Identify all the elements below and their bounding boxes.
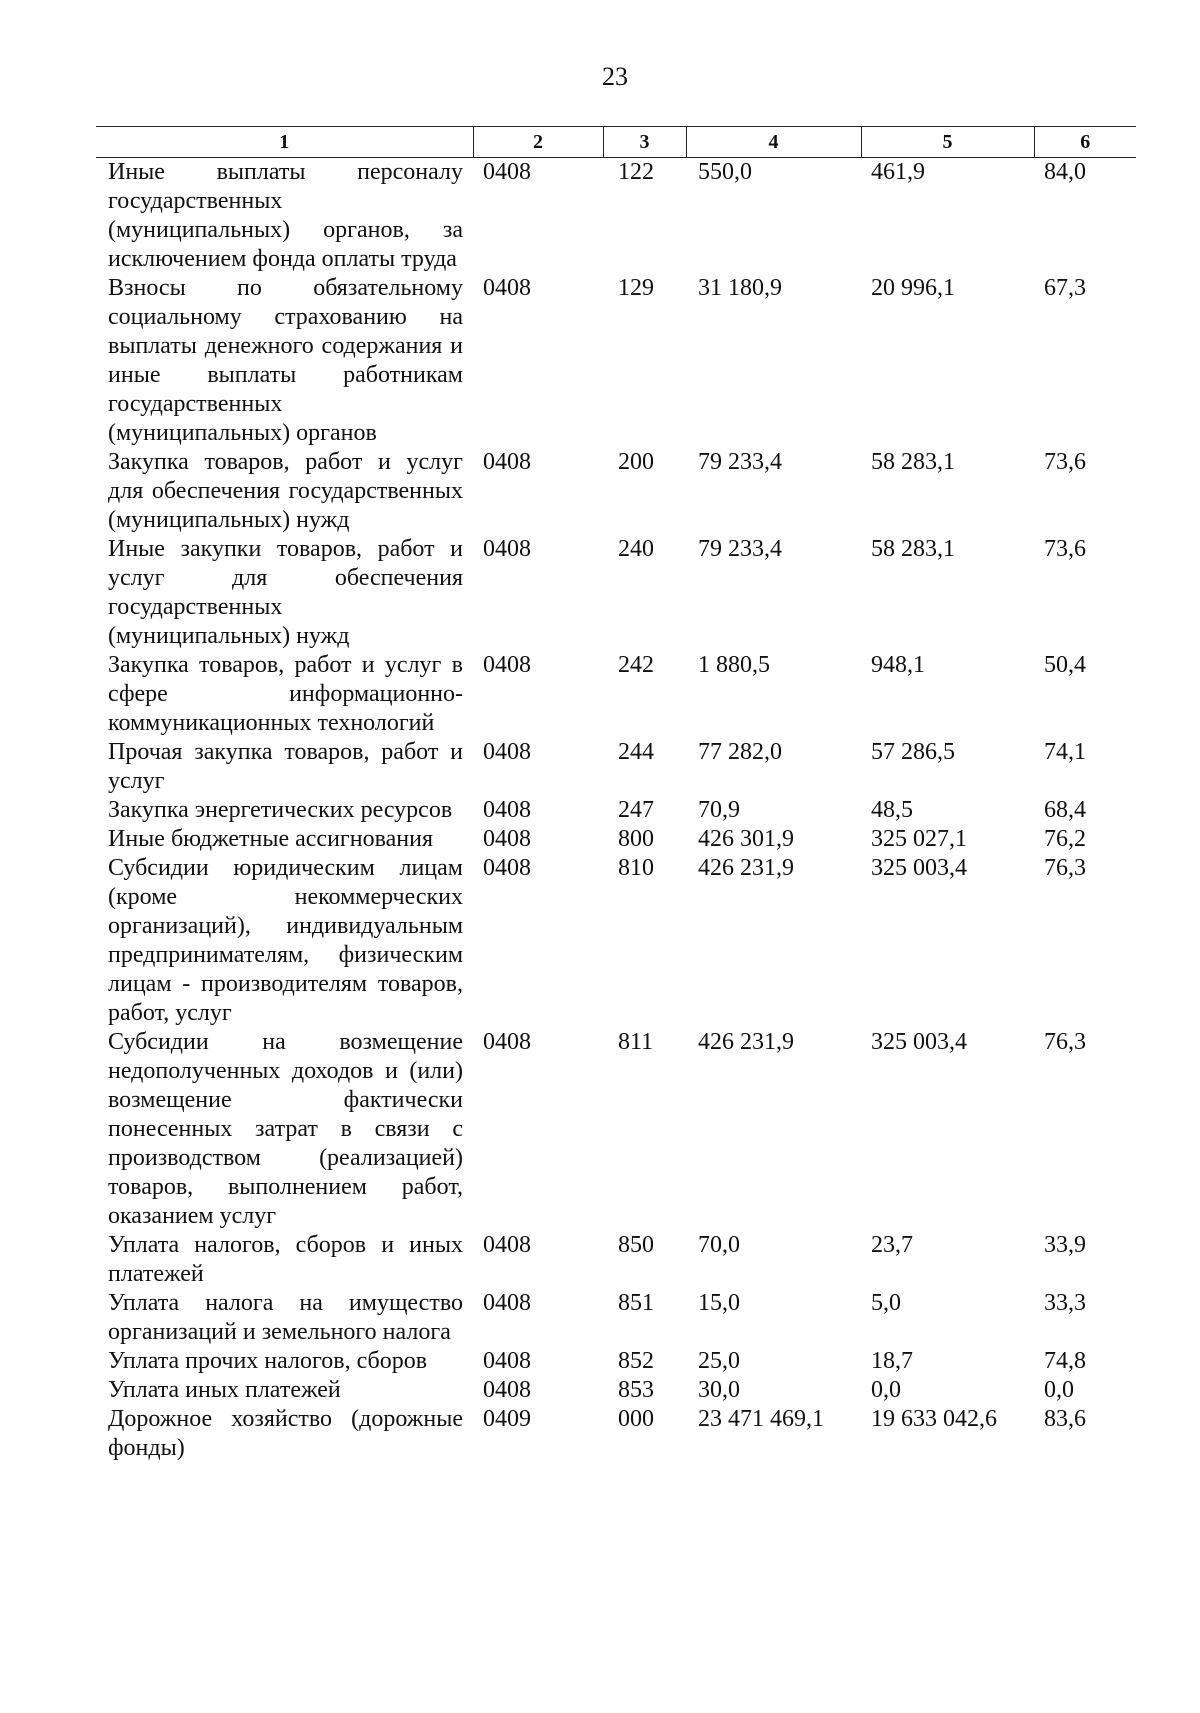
row-plan-amount: 23 471 469,1 — [698, 1406, 824, 1432]
row-name: Субсидии юридическим лицам (кроме некоммерческих организаций), индивидуальным предпринимателям, физическим лицам - производителям товаров, работ, услуг — [108, 855, 463, 1026]
row-expense-type: 242 — [618, 652, 654, 678]
table-row — [96, 738, 1136, 796]
table-row — [96, 448, 1136, 535]
row-expense-type: 247 — [618, 797, 654, 823]
row-percent: 73,6 — [1044, 449, 1086, 475]
row-actual-amount: 57 286,5 — [871, 739, 955, 765]
row-percent: 74,1 — [1044, 739, 1086, 765]
table-row — [96, 1028, 1136, 1231]
table-row — [96, 854, 1136, 1028]
row-section-code: 0408 — [483, 739, 531, 765]
row-actual-amount: 48,5 — [871, 797, 913, 823]
row-percent: 76,2 — [1044, 826, 1086, 852]
row-name: Закупка товаров, работ и услуг для обеспечения государственных (муниципальных) нужд — [108, 449, 463, 533]
row-expense-type: 811 — [618, 1029, 654, 1055]
header-row — [96, 127, 1136, 158]
row-plan-amount: 1 880,5 — [698, 652, 770, 678]
row-actual-amount: 58 283,1 — [871, 536, 955, 562]
row-section-code: 0408 — [483, 1232, 531, 1258]
row-actual-amount: 948,1 — [871, 652, 925, 678]
row-plan-amount: 426 231,9 — [698, 1029, 794, 1055]
row-actual-amount: 325 027,1 — [871, 826, 967, 852]
row-expense-type: 122 — [618, 159, 654, 185]
row-plan-amount: 79 233,4 — [698, 449, 782, 475]
row-expense-type: 850 — [618, 1232, 654, 1258]
column-header-4: 4 — [686, 127, 861, 158]
row-section-code: 0408 — [483, 826, 531, 852]
row-plan-amount: 77 282,0 — [698, 739, 782, 765]
table-row — [96, 1376, 1136, 1405]
row-percent: 76,3 — [1044, 855, 1086, 881]
row-plan-amount: 31 180,9 — [698, 275, 782, 301]
row-expense-type: 129 — [618, 275, 654, 301]
row-section-code: 0408 — [483, 536, 531, 562]
table-header — [96, 127, 1136, 158]
budget-table-container — [96, 126, 1136, 1463]
table-body — [96, 158, 1136, 1464]
table-row — [96, 796, 1136, 825]
row-percent: 68,4 — [1044, 797, 1086, 823]
row-percent: 33,9 — [1044, 1232, 1086, 1258]
row-name: Уплата прочих налогов, сборов — [108, 1348, 428, 1374]
row-percent: 84,0 — [1044, 159, 1086, 185]
table-row — [96, 825, 1136, 854]
table-row — [96, 1347, 1136, 1376]
row-name: Закупка товаров, работ и услуг в сфере информационно-коммуникационных технологий — [108, 652, 463, 736]
row-expense-type: 851 — [618, 1290, 654, 1316]
row-plan-amount: 70,0 — [698, 1232, 740, 1258]
row-expense-type: 244 — [618, 739, 654, 765]
row-section-code: 0408 — [483, 1029, 531, 1055]
table-row — [96, 158, 1136, 275]
table-row — [96, 651, 1136, 738]
table-row — [96, 274, 1136, 448]
row-percent: 50,4 — [1044, 652, 1086, 678]
row-plan-amount: 426 231,9 — [698, 855, 794, 881]
row-section-code: 0408 — [483, 449, 531, 475]
table-row — [96, 1289, 1136, 1347]
row-percent: 74,8 — [1044, 1348, 1086, 1374]
row-plan-amount: 426 301,9 — [698, 826, 794, 852]
row-section-code: 0408 — [483, 855, 531, 881]
row-actual-amount: 20 996,1 — [871, 275, 955, 301]
row-plan-amount: 70,9 — [698, 797, 740, 823]
row-actual-amount: 58 283,1 — [871, 449, 955, 475]
row-name: Уплата налогов, сборов и иных платежей — [108, 1232, 463, 1287]
row-actual-amount: 18,7 — [871, 1348, 913, 1374]
row-percent: 0,0 — [1044, 1377, 1074, 1403]
row-name: Взносы по обязательному социальному страхованию на выплаты денежного содержания и иные выплаты работникам государственных (муниципальных) органов — [108, 275, 463, 446]
row-section-code: 0409 — [483, 1406, 531, 1432]
row-section-code: 0408 — [483, 1348, 531, 1374]
row-expense-type: 852 — [618, 1348, 654, 1374]
row-expense-type: 240 — [618, 536, 654, 562]
row-name: Уплата иных платежей — [108, 1377, 341, 1403]
row-percent: 76,3 — [1044, 1029, 1086, 1055]
column-header-1: 1 — [96, 127, 473, 158]
budget-table — [96, 126, 1136, 1463]
row-section-code: 0408 — [483, 159, 531, 185]
row-name: Иные закупки товаров, работ и услуг для обеспечения государственных (муниципальных) нужд — [108, 536, 463, 649]
column-header-3: 3 — [603, 127, 686, 158]
row-section-code: 0408 — [483, 275, 531, 301]
row-percent: 73,6 — [1044, 536, 1086, 562]
row-name: Закупка энергетических ресурсов — [108, 797, 453, 823]
row-plan-amount: 30,0 — [698, 1377, 740, 1403]
row-section-code: 0408 — [483, 652, 531, 678]
row-percent: 33,3 — [1044, 1290, 1086, 1316]
row-name: Прочая закупка товаров, работ и услуг — [108, 739, 463, 794]
row-name: Иные выплаты персоналу государственных (муниципальных) органов, за исключением фонда оплаты труда — [108, 159, 463, 272]
row-expense-type: 853 — [618, 1377, 654, 1403]
row-expense-type: 200 — [618, 449, 654, 475]
table-row — [96, 1405, 1136, 1463]
column-header-6: 6 — [1034, 127, 1136, 158]
row-section-code: 0408 — [483, 1290, 531, 1316]
row-name: Дорожное хозяйство (дорожные фонды) — [108, 1406, 463, 1461]
column-header-5: 5 — [861, 127, 1034, 158]
row-name: Уплата налога на имущество организаций и земельного налога — [108, 1290, 463, 1345]
row-expense-type: 810 — [618, 855, 654, 881]
row-actual-amount: 325 003,4 — [871, 855, 967, 881]
row-plan-amount: 550,0 — [698, 159, 752, 185]
page-number: 23 — [602, 62, 628, 91]
row-plan-amount: 15,0 — [698, 1290, 740, 1316]
table-row — [96, 535, 1136, 651]
table-row — [96, 1231, 1136, 1289]
row-name: Субсидии на возмещение недополученных доходов и (или) возмещение фактически понесенных затрат в связи с производством (реализацией) товаров, выполнением работ, оказанием услуг — [108, 1029, 463, 1229]
row-expense-type: 800 — [618, 826, 654, 852]
row-plan-amount: 79 233,4 — [698, 536, 782, 562]
row-actual-amount: 19 633 042,6 — [871, 1406, 997, 1432]
row-plan-amount: 25,0 — [698, 1348, 740, 1374]
row-actual-amount: 325 003,4 — [871, 1029, 967, 1055]
row-section-code: 0408 — [483, 797, 531, 823]
row-section-code: 0408 — [483, 1377, 531, 1403]
row-actual-amount: 0,0 — [871, 1377, 901, 1403]
row-actual-amount: 461,9 — [871, 159, 925, 185]
row-actual-amount: 5,0 — [871, 1290, 901, 1316]
row-name: Иные бюджетные ассигнования — [108, 826, 433, 852]
column-header-2: 2 — [473, 127, 603, 158]
row-percent: 83,6 — [1044, 1406, 1086, 1432]
row-actual-amount: 23,7 — [871, 1232, 913, 1258]
row-percent: 67,3 — [1044, 275, 1086, 301]
row-expense-type: 000 — [618, 1406, 654, 1432]
